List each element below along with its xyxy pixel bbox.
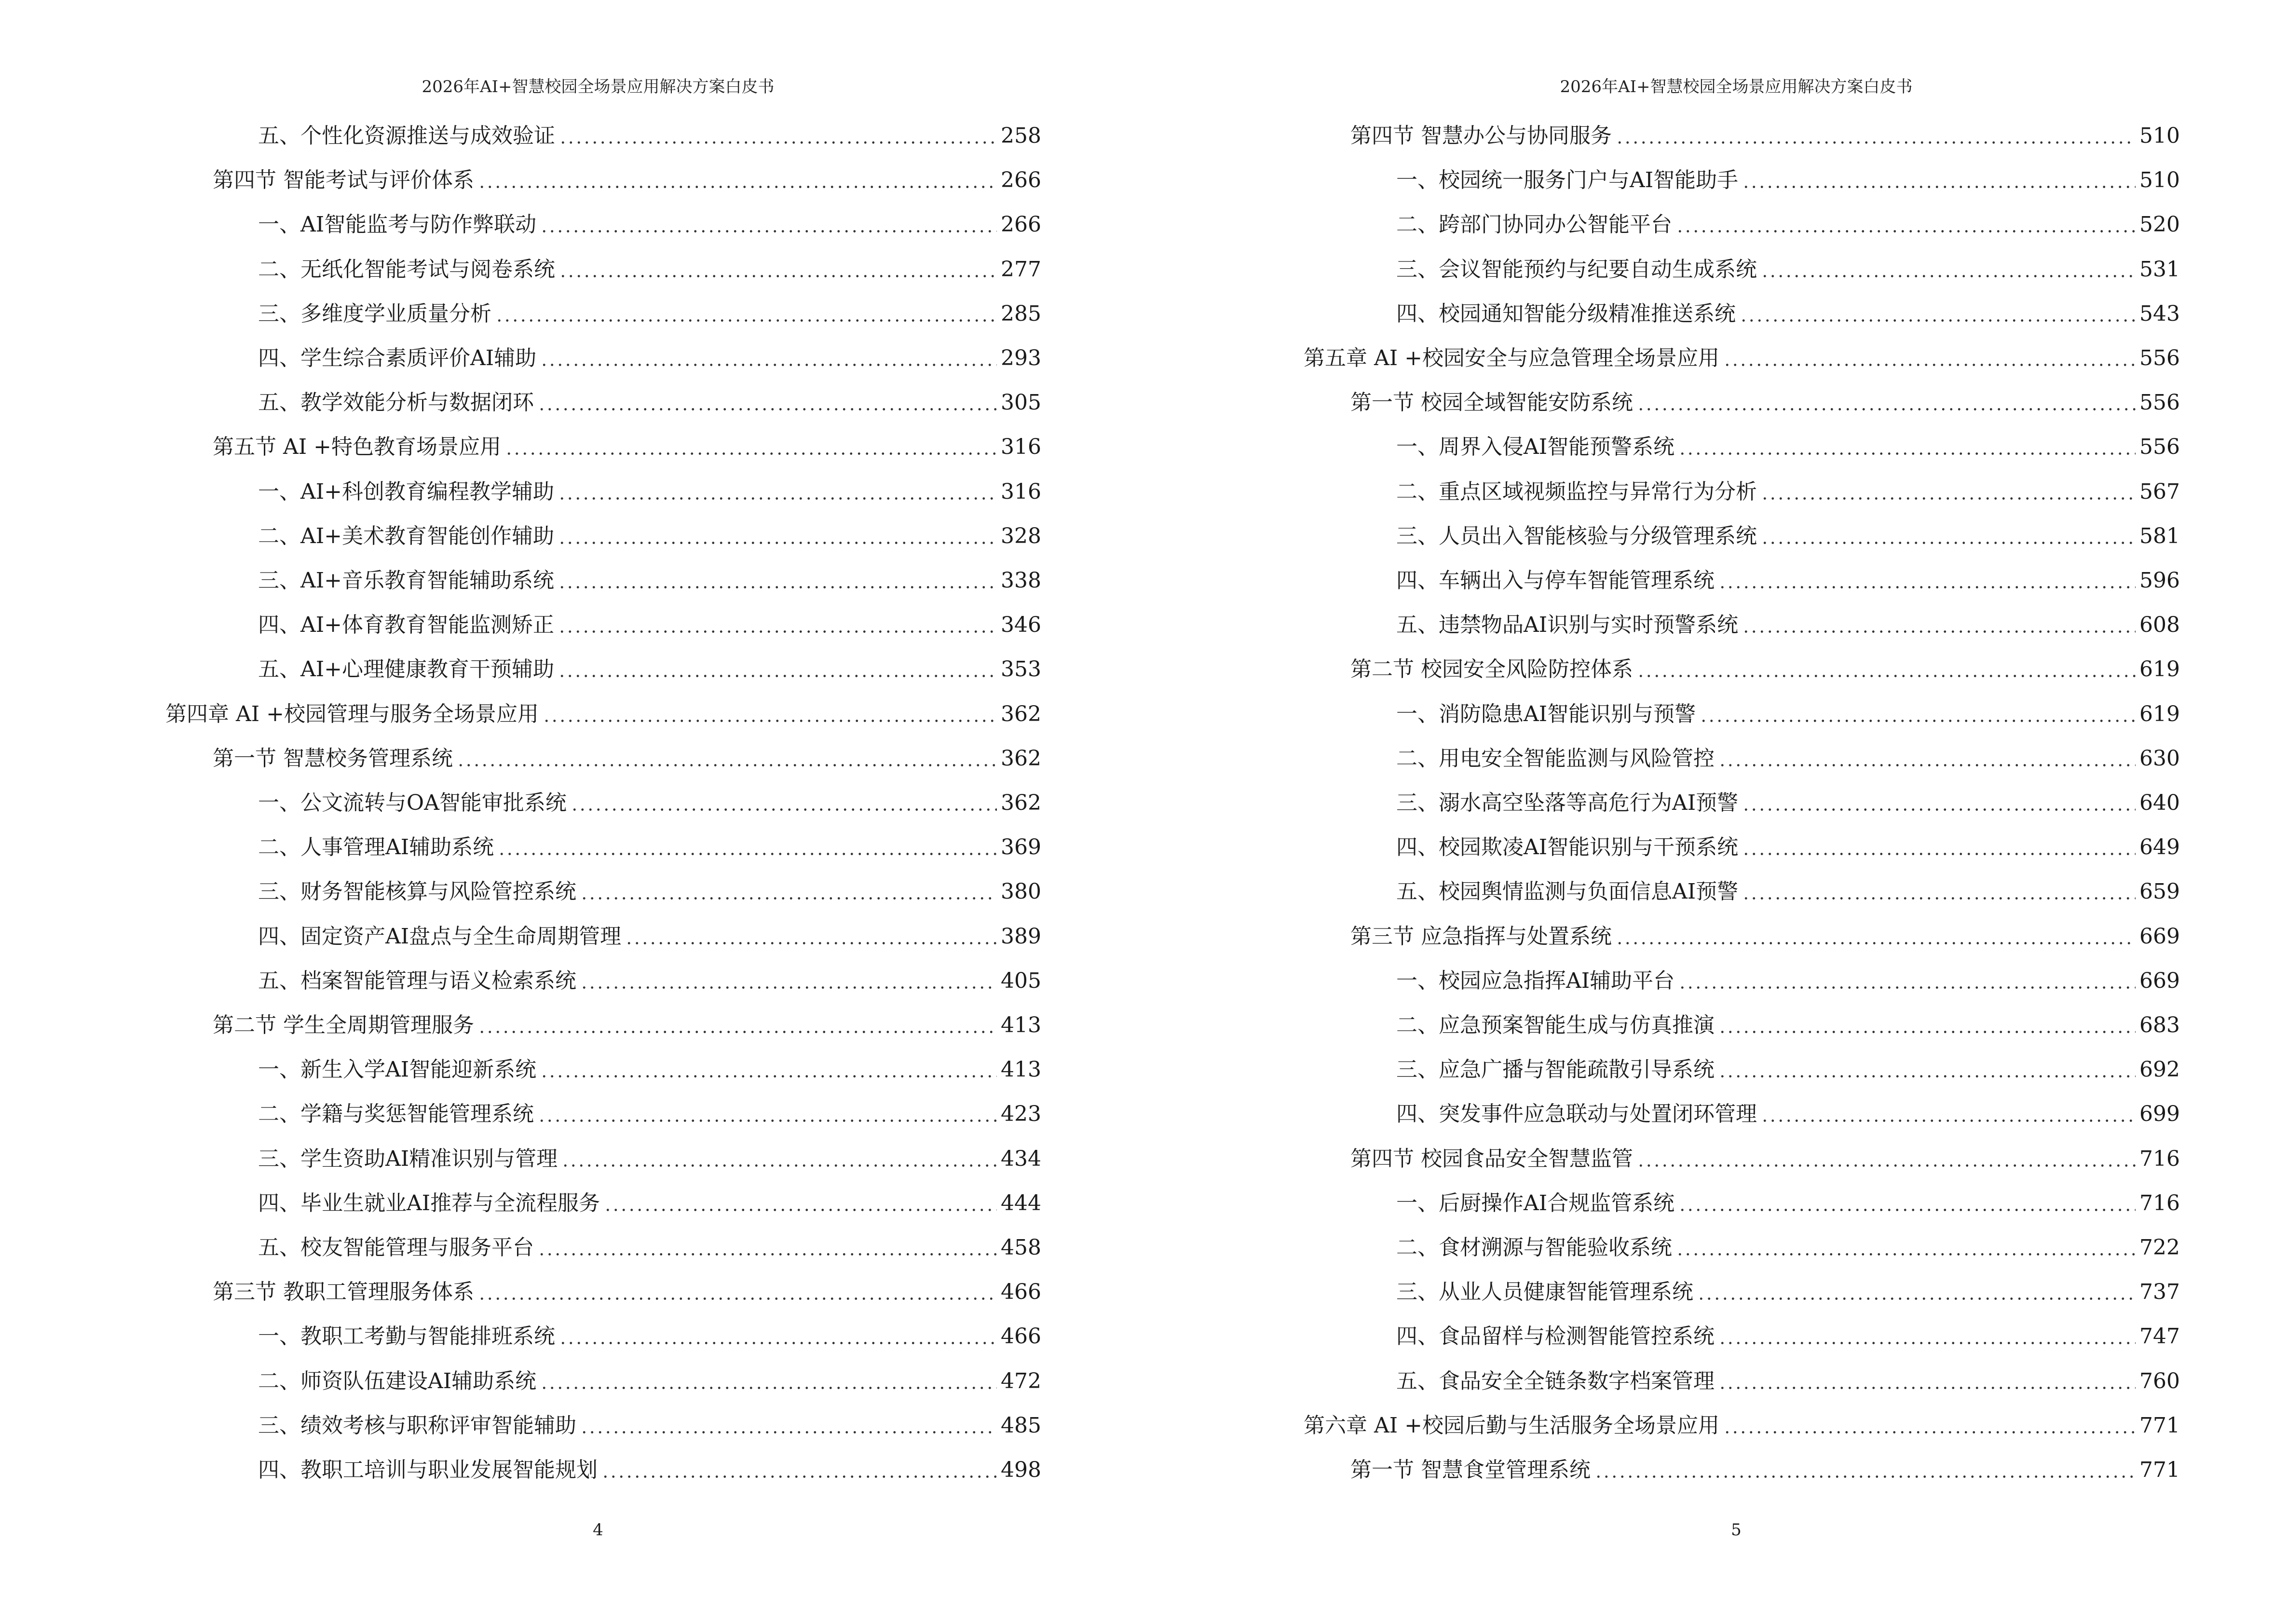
entry-title: 三、从业人员健康智能管理系统: [1396, 1280, 1693, 1305]
entry-page-number: 771: [2139, 1458, 2180, 1482]
toc-subsection-entry[interactable]: [1396, 300, 2180, 328]
entry-title: 二、无纸化智能考试与阅卷系统: [258, 257, 555, 282]
entry-page-number: 669: [2139, 924, 2180, 949]
entry-page-number: 369: [1001, 835, 1041, 860]
toc-subsection-entry[interactable]: [1396, 744, 2180, 773]
toc-subsection-entry[interactable]: [1396, 1233, 2180, 1262]
entry-title: 五、档案智能管理与语义检索系统: [258, 968, 576, 993]
entry-page-number: 434: [1001, 1146, 1041, 1171]
toc-subsection-entry[interactable]: [258, 566, 1041, 595]
entry-page-number: 472: [1001, 1368, 1041, 1393]
dot-leader: [559, 1322, 1001, 1351]
dot-leader: [559, 255, 1001, 284]
dot-leader: [561, 1145, 1001, 1174]
toc-subsection-entry[interactable]: [258, 344, 1041, 373]
entry-page-number: 640: [2139, 791, 2180, 815]
entry-page-number: 692: [2139, 1057, 2180, 1082]
entry-page-number: 485: [1001, 1413, 1041, 1438]
entry-page-number: 556: [2139, 435, 2180, 460]
entry-page-number: 362: [1001, 791, 1041, 815]
entry-title: 一、AI+科创教育编程教学辅助: [258, 479, 555, 504]
entry-title: 一、公文流转与OA智能审批系统: [258, 791, 567, 815]
dot-leader: [571, 789, 1001, 818]
entry-title: 第一节 智慧校务管理系统: [213, 746, 453, 771]
dot-leader: [505, 433, 1001, 462]
dot-leader: [540, 344, 1001, 373]
dot-leader: [1761, 255, 2139, 284]
table-of-contents: [1144, 0, 2287, 1624]
entry-title: 一、后厨操作AI合规监管系统: [1396, 1190, 1675, 1215]
dot-leader: [538, 1100, 1001, 1129]
entry-title: 三、绩效考核与职称评审智能辅助: [258, 1413, 576, 1438]
entry-page-number: 353: [1001, 657, 1041, 682]
dot-leader: [498, 833, 1001, 862]
dot-leader: [1594, 1456, 2139, 1485]
dot-leader: [1723, 344, 2139, 373]
dot-leader: [1616, 922, 2139, 951]
toc-subsection-entry[interactable]: [1396, 166, 2180, 195]
toc-subsection-entry[interactable]: [258, 1367, 1041, 1396]
entry-title: 三、多维度学业质量分析: [258, 301, 491, 326]
dot-leader: [1740, 300, 2139, 328]
entry-title: 第三节 教职工管理服务体系: [213, 1280, 474, 1305]
entry-page-number: 581: [2139, 523, 2180, 548]
toc-subsection-entry[interactable]: [1396, 833, 2180, 862]
entry-title: 二、人事管理AI辅助系统: [258, 835, 494, 860]
entry-title: 第三节 应急指挥与处置系统: [1350, 924, 1612, 949]
entry-page-number: 659: [2139, 879, 2180, 904]
entry-title: 第二节 校园安全风险防控体系: [1350, 657, 1633, 682]
toc-section-entry[interactable]: [1350, 122, 2180, 150]
entry-title: 一、新生入学AI智能迎新系统: [258, 1057, 537, 1082]
entry-title: 四、校园欺凌AI智能识别与干预系统: [1396, 835, 1739, 860]
entry-page-number: 316: [1001, 479, 1041, 504]
dot-leader: [580, 967, 1001, 996]
entry-title: 第四节 智慧办公与协同服务: [1350, 123, 1612, 148]
toc-section-entry[interactable]: [213, 1011, 1041, 1040]
dot-leader: [478, 166, 1001, 195]
entry-page-number: 716: [2139, 1190, 2180, 1215]
dot-leader: [625, 922, 1001, 951]
entry-title: 五、校友智能管理与服务平台: [258, 1235, 534, 1260]
toc-subsection-entry[interactable]: [1396, 700, 2180, 729]
entry-page-number: 747: [2139, 1324, 2180, 1349]
dot-leader: [540, 1055, 1001, 1084]
toc-subsection-entry[interactable]: [258, 1411, 1041, 1440]
entry-title: 第五章 AI +校园安全与应急管理全场景应用: [1304, 346, 1719, 370]
dot-leader: [1637, 388, 2139, 417]
entry-page-number: 362: [1001, 746, 1041, 771]
dot-leader: [1700, 700, 2139, 729]
entry-page-number: 510: [2139, 123, 2180, 148]
toc-subsection-entry[interactable]: [258, 611, 1041, 640]
entry-page-number: 699: [2139, 1102, 2180, 1127]
entry-page-number: 567: [2139, 479, 2180, 504]
entry-page-number: 556: [2139, 390, 2180, 415]
toc-section-entry[interactable]: [213, 1278, 1041, 1307]
dot-leader: [1718, 744, 2139, 773]
entry-page-number: 619: [2139, 657, 2180, 682]
entry-title: 二、用电安全智能监测与风险管控: [1396, 746, 1715, 771]
entry-page-number: 520: [2139, 212, 2180, 237]
toc-subsection-entry[interactable]: [258, 877, 1041, 906]
entry-title: 四、固定资产AI盘点与全生命周期管理: [258, 924, 622, 949]
dot-leader: [1761, 522, 2139, 551]
entry-page-number: 596: [2139, 568, 2180, 593]
dot-leader: [558, 522, 1001, 551]
entry-title: 第一节 校园全域智能安防系统: [1350, 390, 1633, 415]
entry-page-number: 293: [1001, 346, 1041, 370]
entry-title: 四、食品留样与检测智能管控系统: [1396, 1324, 1715, 1349]
entry-title: 第四章 AI +校园管理与服务全场景应用: [165, 701, 539, 726]
entry-page-number: 630: [2139, 746, 2180, 771]
dot-leader: [457, 744, 1001, 773]
dot-leader: [540, 210, 1001, 239]
entry-page-number: 444: [1001, 1190, 1041, 1215]
toc-subsection-entry[interactable]: [1396, 522, 2180, 551]
toc-subsection-entry[interactable]: [258, 922, 1041, 951]
entry-title: 四、教职工培训与职业发展智能规划: [258, 1458, 598, 1482]
entry-title: 二、学籍与奖惩智能管理系统: [258, 1102, 534, 1127]
entry-title: 三、人员出入智能核验与分级管理系统: [1396, 523, 1757, 548]
dot-leader: [580, 1411, 1001, 1440]
entry-page-number: 722: [2139, 1235, 2180, 1260]
entry-title: 五、个性化资源推送与成效验证: [258, 123, 555, 148]
dot-leader: [478, 1278, 1001, 1307]
dot-leader: [1637, 1145, 2139, 1174]
toc-subsection-entry[interactable]: [1396, 1011, 2180, 1040]
toc-subsection-entry[interactable]: [258, 478, 1041, 506]
entry-page-number: 458: [1001, 1235, 1041, 1260]
entry-page-number: 771: [2139, 1413, 2180, 1438]
dot-leader: [601, 1456, 1001, 1485]
toc-section-entry[interactable]: [1350, 1456, 2180, 1485]
toc-chapter-entry[interactable]: [1304, 344, 2180, 373]
dot-leader: [540, 1367, 1001, 1396]
toc-subsection-entry[interactable]: [258, 1189, 1041, 1218]
entry-page-number: 423: [1001, 1102, 1041, 1127]
entry-title: 四、突发事件应急联动与处置闭环管理: [1396, 1102, 1757, 1127]
toc-subsection-entry[interactable]: [258, 1145, 1041, 1174]
toc-subsection-entry[interactable]: [258, 522, 1041, 551]
entry-title: 三、会议智能预约与纪要自动生成系统: [1396, 257, 1757, 282]
toc-chapter-entry[interactable]: [1304, 1411, 2180, 1440]
dot-leader: [558, 611, 1001, 640]
dot-leader: [558, 478, 1001, 506]
dot-leader: [1742, 877, 2139, 906]
toc-subsection-entry[interactable]: [1396, 210, 2180, 239]
entry-title: 三、AI+音乐教育智能辅助系统: [258, 568, 555, 593]
toc-subsection-entry[interactable]: [258, 1456, 1041, 1485]
toc-chapter-entry[interactable]: [165, 700, 1041, 729]
toc-section-entry[interactable]: [1350, 388, 2180, 417]
toc-subsection-entry[interactable]: [258, 1100, 1041, 1129]
entry-page-number: 258: [1001, 123, 1041, 148]
entry-title: 二、应急预案智能生成与仿真推演: [1396, 1013, 1715, 1037]
entry-page-number: 266: [1001, 168, 1041, 193]
toc-subsection-entry[interactable]: [1396, 255, 2180, 284]
dot-leader: [1742, 166, 2139, 195]
entry-title: 第六章 AI +校园后勤与生活服务全场景应用: [1304, 1413, 1719, 1438]
entry-title: 二、AI+美术教育智能创作辅助: [258, 523, 555, 548]
dot-leader: [604, 1189, 1001, 1218]
dot-leader: [558, 566, 1001, 595]
toc-subsection-entry[interactable]: [1396, 877, 2180, 906]
entry-title: 第一节 智慧食堂管理系统: [1350, 1458, 1591, 1482]
entry-title: 一、AI智能监考与防作弊联动: [258, 212, 537, 237]
entry-page-number: 405: [1001, 968, 1041, 993]
dot-leader: [1718, 1011, 2139, 1040]
toc-page-right: [1144, 0, 2287, 1624]
entry-page-number: 510: [2139, 168, 2180, 193]
dot-leader: [1718, 1055, 2139, 1084]
toc-subsection-entry[interactable]: [258, 255, 1041, 284]
entry-page-number: 266: [1001, 212, 1041, 237]
toc-section-entry[interactable]: [213, 166, 1041, 195]
entry-title: 五、食品安全全链条数字档案管理: [1396, 1368, 1715, 1393]
toc-subsection-entry[interactable]: [258, 122, 1041, 150]
toc-subsection-entry[interactable]: [1396, 1055, 2180, 1084]
toc-subsection-entry[interactable]: [1396, 566, 2180, 595]
entry-page-number: 413: [1001, 1057, 1041, 1082]
entry-title: 二、跨部门协同办公智能平台: [1396, 212, 1672, 237]
entry-page-number: 413: [1001, 1013, 1041, 1037]
entry-title: 五、违禁物品AI识别与实时预警系统: [1396, 613, 1739, 638]
dot-leader: [1678, 433, 2139, 462]
toc-subsection-entry[interactable]: [1396, 433, 2180, 462]
entry-page-number: 316: [1001, 435, 1041, 460]
entry-page-number: 649: [2139, 835, 2180, 860]
dot-leader: [580, 877, 1001, 906]
toc-subsection-entry[interactable]: [258, 210, 1041, 239]
entry-title: 五、教学效能分析与数据闭环: [258, 390, 534, 415]
dot-leader: [558, 655, 1001, 684]
dot-leader: [538, 1233, 1001, 1262]
dot-leader: [1676, 1233, 2139, 1262]
toc-subsection-entry[interactable]: [258, 789, 1041, 818]
dot-leader: [1697, 1278, 2139, 1307]
entry-title: 第四节 校园食品安全智慧监管: [1350, 1146, 1633, 1171]
toc-subsection-entry[interactable]: [258, 967, 1041, 996]
entry-page-number: 683: [2139, 1013, 2180, 1037]
entry-page-number: 608: [2139, 613, 2180, 638]
toc-subsection-entry[interactable]: [1396, 478, 2180, 506]
toc-subsection-entry[interactable]: [258, 1233, 1041, 1262]
entry-page-number: 531: [2139, 257, 2180, 282]
entry-title: 一、校园应急指挥AI辅助平台: [1396, 968, 1675, 993]
dot-leader: [1678, 967, 2139, 996]
entry-title: 一、校园统一服务门户与AI智能助手: [1396, 168, 1739, 193]
entry-page-number: 362: [1001, 701, 1041, 726]
dot-leader: [538, 388, 1001, 417]
toc-subsection-entry[interactable]: [1396, 1278, 2180, 1307]
entry-title: 四、校园通知智能分级精准推送系统: [1396, 301, 1736, 326]
entry-page-number: 277: [1001, 257, 1041, 282]
entry-title: 二、食材溯源与智能验收系统: [1396, 1235, 1672, 1260]
toc-subsection-entry[interactable]: [1396, 1189, 2180, 1218]
entry-title: 三、财务智能核算与风险管控系统: [258, 879, 576, 904]
entry-page-number: 760: [2139, 1368, 2180, 1393]
dot-leader: [1616, 122, 2139, 150]
entry-title: 一、周界入侵AI智能预警系统: [1396, 435, 1675, 460]
toc-subsection-entry[interactable]: [1396, 1322, 2180, 1351]
toc-subsection-entry[interactable]: [1396, 789, 2180, 818]
page-number: 5: [1731, 1520, 1742, 1540]
dot-leader: [543, 700, 1001, 729]
entry-title: 四、学生综合素质评价AI辅助: [258, 346, 537, 370]
entry-page-number: 543: [2139, 301, 2180, 326]
toc-section-entry[interactable]: [213, 433, 1041, 462]
toc-section-entry[interactable]: [1350, 655, 2180, 684]
dot-leader: [478, 1011, 1001, 1040]
dot-leader: [495, 300, 1001, 328]
entry-page-number: 338: [1001, 568, 1041, 593]
entry-title: 第四节 智能考试与评价体系: [213, 168, 474, 193]
toc-subsection-entry[interactable]: [1396, 611, 2180, 640]
dot-leader: [1718, 1322, 2139, 1351]
page-number: 4: [593, 1520, 603, 1540]
entry-page-number: 466: [1001, 1280, 1041, 1305]
entry-title: 五、AI+心理健康教育干预辅助: [258, 657, 555, 682]
entry-page-number: 466: [1001, 1324, 1041, 1349]
dot-leader: [1718, 1367, 2139, 1396]
dot-leader: [1742, 789, 2139, 818]
dot-leader: [1742, 611, 2139, 640]
dot-leader: [1723, 1411, 2139, 1440]
entry-title: 一、教职工考勤与智能排班系统: [258, 1324, 555, 1349]
entry-title: 三、应急广播与智能疏散引导系统: [1396, 1057, 1715, 1082]
toc-section-entry[interactable]: [213, 744, 1041, 773]
toc-subsection-entry[interactable]: [258, 1322, 1041, 1351]
toc-subsection-entry[interactable]: [1396, 1100, 2180, 1129]
dot-leader: [1742, 833, 2139, 862]
toc-subsection-entry[interactable]: [258, 388, 1041, 417]
toc-subsection-entry[interactable]: [1396, 967, 2180, 996]
dot-leader: [1637, 655, 2139, 684]
entry-title: 二、师资队伍建设AI辅助系统: [258, 1368, 537, 1393]
entry-page-number: 716: [2139, 1146, 2180, 1171]
dot-leader: [1676, 210, 2139, 239]
entry-page-number: 389: [1001, 924, 1041, 949]
toc-subsection-entry[interactable]: [258, 833, 1041, 862]
toc-section-entry[interactable]: [1350, 1145, 2180, 1174]
running-header: 2026年AI+智慧校园全场景应用解决方案白皮书: [422, 77, 775, 96]
toc-subsection-entry[interactable]: [258, 655, 1041, 684]
dot-leader: [1718, 566, 2139, 595]
entry-title: 第五节 AI +特色教育场景应用: [213, 435, 501, 460]
entry-title: 五、校园舆情监测与负面信息AI预警: [1396, 879, 1739, 904]
dot-leader: [1761, 1100, 2139, 1129]
entry-title: 四、毕业生就业AI推荐与全流程服务: [258, 1190, 600, 1215]
entry-page-number: 346: [1001, 613, 1041, 638]
entry-title: 第二节 学生全周期管理服务: [213, 1013, 474, 1037]
toc-subsection-entry[interactable]: [258, 1055, 1041, 1084]
toc-subsection-entry[interactable]: [1396, 1367, 2180, 1396]
entry-page-number: 328: [1001, 523, 1041, 548]
entry-page-number: 380: [1001, 879, 1041, 904]
dot-leader: [1678, 1189, 2139, 1218]
dot-leader: [1761, 478, 2139, 506]
entry-title: 二、重点区域视频监控与异常行为分析: [1396, 479, 1757, 504]
entry-page-number: 498: [1001, 1458, 1041, 1482]
entry-page-number: 737: [2139, 1280, 2180, 1305]
entry-page-number: 669: [2139, 968, 2180, 993]
dot-leader: [559, 122, 1001, 150]
toc-section-entry[interactable]: [1350, 922, 2180, 951]
entry-title: 四、车辆出入与停车智能管理系统: [1396, 568, 1715, 593]
running-header: 2026年AI+智慧校园全场景应用解决方案白皮书: [1560, 77, 1913, 96]
entry-page-number: 285: [1001, 301, 1041, 326]
entry-title: 四、AI+体育教育智能监测矫正: [258, 613, 555, 638]
entry-page-number: 619: [2139, 701, 2180, 726]
entry-page-number: 556: [2139, 346, 2180, 370]
entry-page-number: 305: [1001, 390, 1041, 415]
entry-title: 三、学生资助AI精准识别与管理: [258, 1146, 558, 1171]
toc-subsection-entry[interactable]: [258, 300, 1041, 328]
entry-title: 三、溺水高空坠落等高危行为AI预警: [1396, 791, 1739, 815]
entry-title: 一、消防隐患AI智能识别与预警: [1396, 701, 1696, 726]
